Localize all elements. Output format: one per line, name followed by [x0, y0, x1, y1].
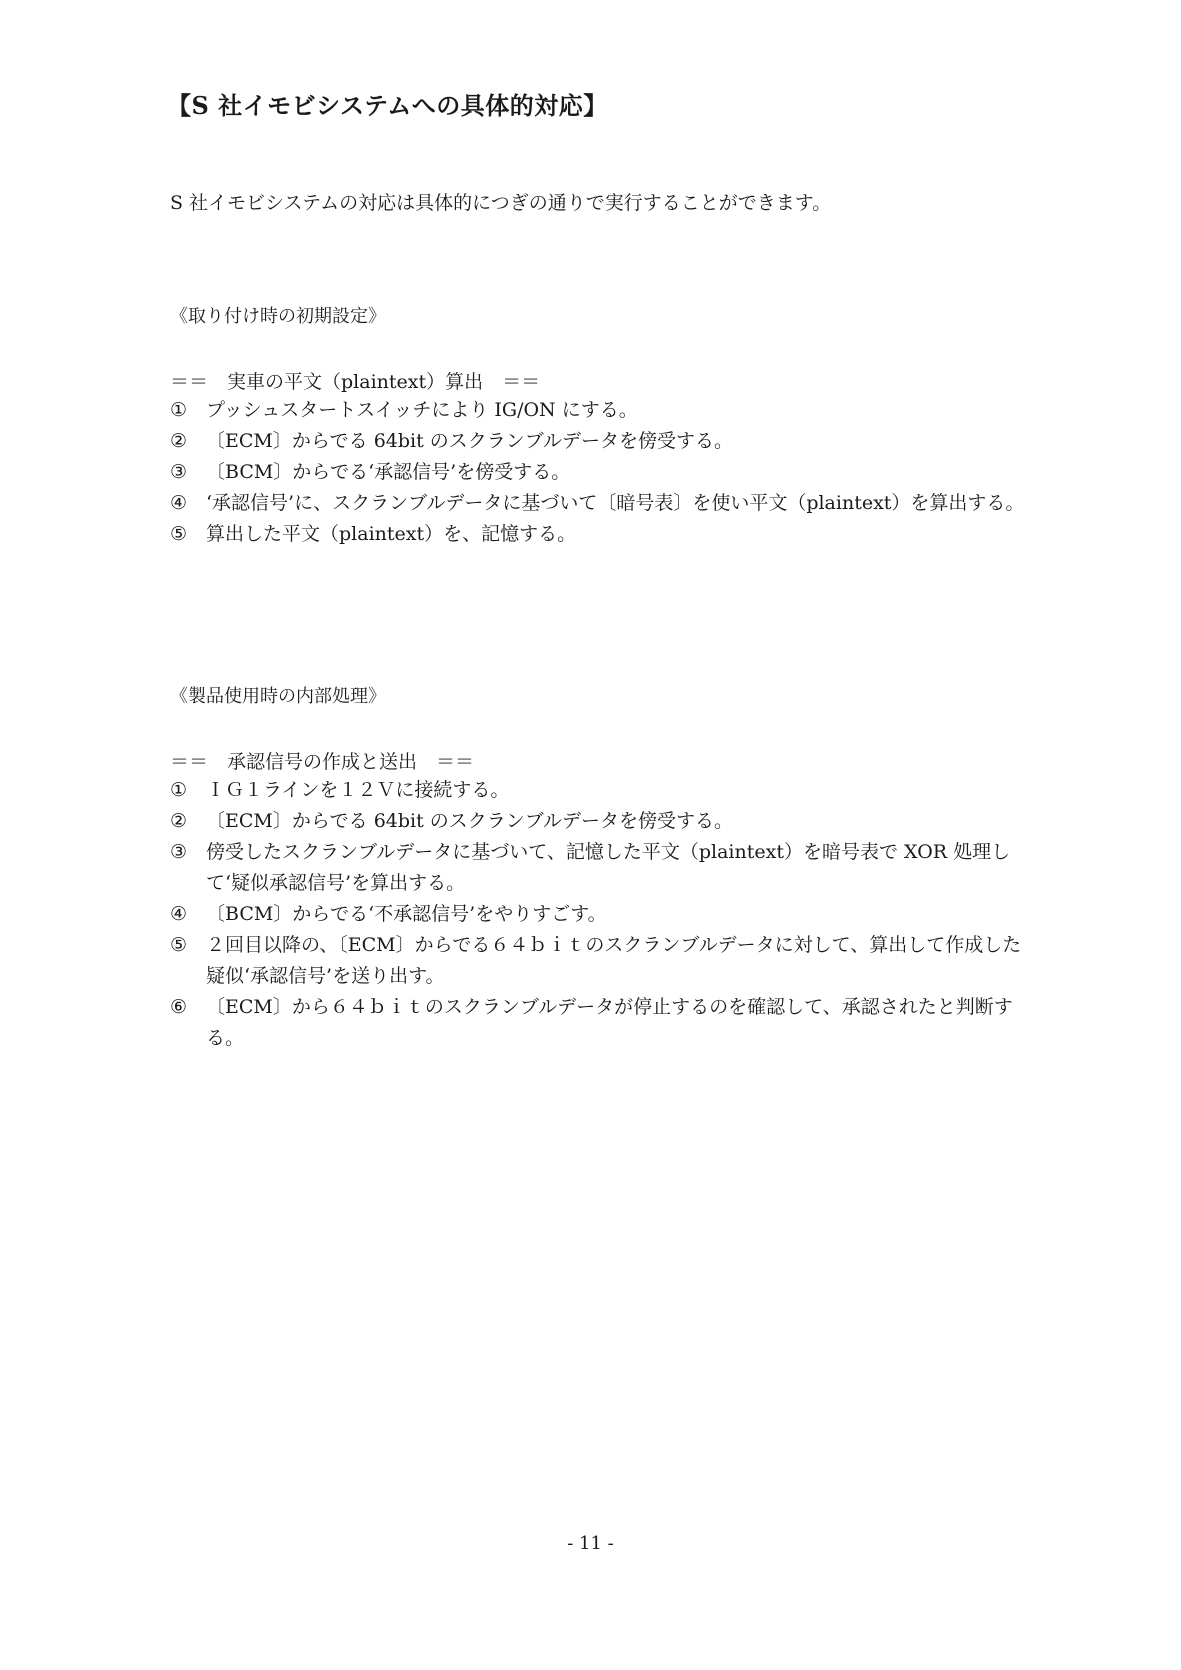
- step-text: プッシュスタートスイッチにより IG/ON にする。: [206, 399, 638, 421]
- step-text: 〔BCM〕からでる‘承認信号’を傍受する。: [206, 461, 571, 483]
- section-label-internal-processing: 《製品使用時の内部処理》: [170, 686, 386, 707]
- step-number: ②: [170, 430, 188, 452]
- list-item: [170, 992, 1030, 1054]
- list-item: [170, 930, 1030, 992]
- list-item: [170, 457, 1030, 488]
- step-text: 〔ECM〕から６４ｂｉｔのスクランブルデータが停止するのを確認して、承認されたと判断する。: [206, 996, 1013, 1049]
- step-number: ①: [170, 399, 188, 421]
- document-title: 【S 社イモビシステムへの具体的対応】: [167, 91, 608, 120]
- step-text: ＩＧ１ラインを１２Ｖに接続する。: [206, 779, 510, 801]
- list-item: [170, 488, 1030, 519]
- step-text: 〔ECM〕からでる 64bit のスクランブルデータを傍受する。: [206, 430, 734, 452]
- list-item: [170, 775, 1030, 806]
- step-number: ③: [170, 841, 188, 863]
- section-heading-signal-creation: ＝＝ 承認信号の作成と送出 ＝＝: [170, 751, 475, 773]
- initial-setup-steps: [170, 395, 1030, 550]
- step-text: ２回目以降の、〔ECM〕からでる６４ｂｉｔのスクランブルデータに対して、算出して作成した疑似‘承認信号’を送り出す。: [206, 934, 1022, 987]
- internal-processing-steps: [170, 775, 1030, 1054]
- list-item: [170, 519, 1030, 550]
- list-item: [170, 426, 1030, 457]
- step-number: ①: [170, 779, 188, 801]
- page-number: - 11 -: [567, 1533, 614, 1554]
- list-item: [170, 395, 1030, 426]
- step-text: 算出した平文（plaintext）を、記憶する。: [206, 523, 577, 545]
- step-text: ‘承認信号’に、スクランブルデータに基づいて〔暗号表〕を使い平文（plaintext）を算出する。: [206, 492, 1025, 514]
- step-number: ④: [170, 492, 188, 514]
- intro-paragraph: S 社イモビシステムの対応は具体的につぎの通りで実行することができます。: [170, 192, 832, 214]
- step-number: ②: [170, 810, 188, 832]
- step-number: ⑤: [170, 934, 188, 956]
- step-number: ⑥: [170, 996, 188, 1018]
- list-item: [170, 899, 1030, 930]
- list-item: [170, 837, 1030, 899]
- step-text: 傍受したスクランブルデータに基づいて、記憶した平文（plaintext）を暗号表で XOR 処理して‘疑似承認信号’を算出する。: [206, 841, 1011, 894]
- step-number: ⑤: [170, 523, 188, 545]
- step-number: ④: [170, 903, 188, 925]
- step-text: 〔BCM〕からでる‘不承認信号’をやりすごす。: [206, 903, 607, 925]
- section-heading-plaintext-calculation: ＝＝ 実車の平文（plaintext）算出 ＝＝: [170, 371, 541, 393]
- list-item: [170, 806, 1030, 837]
- section-label-initial-setup: 《取り付け時の初期設定》: [170, 306, 386, 327]
- step-text: 〔ECM〕からでる 64bit のスクランブルデータを傍受する。: [206, 810, 734, 832]
- step-number: ③: [170, 461, 188, 483]
